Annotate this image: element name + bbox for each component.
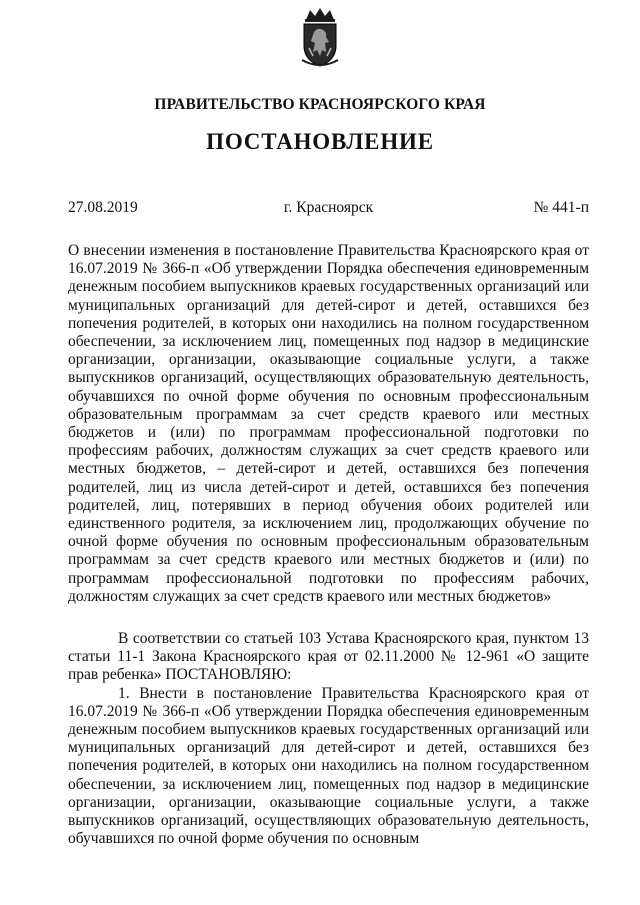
government-name: ПРАВИТЕЛЬСТВО КРАСНОЯРСКОГО КРАЯ	[154, 96, 486, 113]
document-date: 27.08.2019	[68, 199, 138, 216]
document-meta-row	[68, 199, 589, 219]
document-number: № 441-п	[533, 199, 589, 216]
item-1-paragraph: 1. Внести в постановление Правительства Красноярского края от 16.07.2019 № 366-п «Об утверждении Порядка обеспечения единовременным денежным пособием выпускников краевых государственных организаций или муниципальных организаций для детей-сирот и детей, оставшихся без попечения родителей, в которых они находились на полном государственном обеспечении, за исключением лиц, помещенных под надзор в медицинские организации, организации, оказывающие социальные услуги, а также выпускников организаций, осуществляющих образовательную деятельность, обучавшихся по очной форме обучения по основным	[68, 684, 589, 848]
document-city: г. Красноярск	[283, 199, 374, 216]
coat-of-arms-icon	[296, 6, 344, 68]
document-subject	[68, 242, 589, 606]
subject-text: О внесении изменения в постановление Правительства Красноярского края от 16.07.2019 № 366-п «Об утверждении Порядка обеспечения единовременным денежным пособием выпускников краевых государственных организаций или муниципальных организаций для детей-сирот и детей, оставшихся без попечения родителей, в которых они находились на полном государственном обеспечении, за исключением лиц, помещенных под надзор в медицинские организации, организации, оказывающие социальные услуги, а также выпускников организаций, осуществляющих образовательную деятельность, обучавшихся по очной форме обучения по основным профессиональным образовательным программам за счет средств краевого или местных бюджетов и (или) по программам профессиональной подготовки по профессиям рабочих, должностям служащих за счет средств краевого или местных бюджетов, – детей-сирот и детей, оставшихся без попечения родителей, лиц из числа детей-сирот и детей, оставшихся без попечения родителей, лиц, потерявших в период обучения обоих родителей или единственного родителя, за исключением лиц, продолжающих обучение по очной форме обучения по основным профессиональным образовательным программам за счет средств краевого или местных бюджетов и (или) по программам профессиональной подготовки по профессиям рабочих, должностям служащих за счет средств краевого или местных бюджетов»	[68, 242, 589, 605]
document-body	[68, 630, 589, 848]
document-type-title: ПОСТАНОВЛЕНИЕ	[206, 129, 434, 154]
preamble-paragraph: В соответствии со статьей 103 Устава Красноярского края, пунктом 13 статьи 11-1 Закона Красноярского края от 02.11.2000 № 12-961 «О защите прав ребенка» ПОСТАНОВЛЯЮ:	[68, 630, 589, 684]
